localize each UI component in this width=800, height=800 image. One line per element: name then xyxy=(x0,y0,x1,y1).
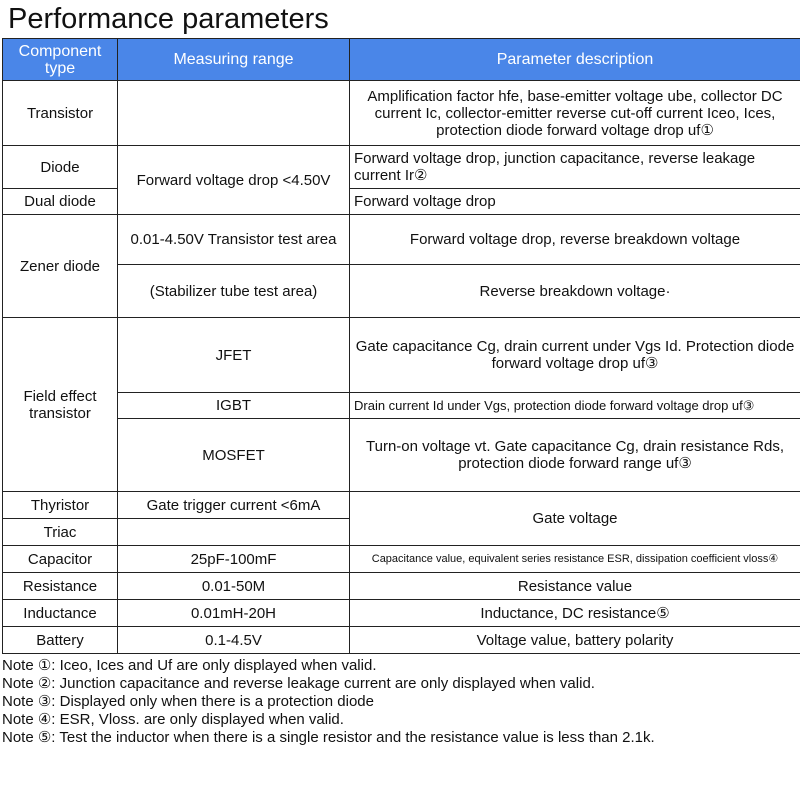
type-cell: Diode xyxy=(3,146,118,189)
desc-cell: Forward voltage drop, junction capacitance, reverse leakage current Ir② xyxy=(350,146,800,189)
range-cell: (Stabilizer tube test area) xyxy=(118,265,350,318)
notes-section xyxy=(2,657,655,747)
table-row xyxy=(3,546,800,573)
type-cell: Dual diode xyxy=(3,189,118,215)
range-cell: 0.1-4.5V xyxy=(118,627,350,654)
desc-cell: Reverse breakdown voltage· xyxy=(350,265,800,318)
desc-cell: Gate voltage xyxy=(350,492,800,546)
table-row xyxy=(3,573,800,600)
desc-cell: Capacitance value, equivalent series resistance ESR, dissipation coefficient vloss④ xyxy=(350,546,800,573)
range-cell: 0.01-50M xyxy=(118,573,350,600)
note-4: Note ④: ESR, Vloss. are only displayed when valid. xyxy=(2,711,344,728)
type-cell: Inductance xyxy=(3,600,118,627)
desc-cell: Forward voltage drop, reverse breakdown voltage xyxy=(350,215,800,265)
desc-cell: Gate capacitance Cg, drain current under Vgs Id. Protection diode forward voltage drop uf③ xyxy=(350,318,800,393)
table-row xyxy=(3,627,800,654)
table-row xyxy=(3,492,800,519)
table-row xyxy=(3,81,800,146)
range-cell: IGBT xyxy=(118,393,350,419)
header-measuring-range: Measuring range xyxy=(118,39,350,81)
desc-cell: Voltage value, battery polarity xyxy=(350,627,800,654)
header-parameter-description: Parameter description xyxy=(350,39,800,81)
table-row xyxy=(3,600,800,627)
note-3: Note ③: Displayed only when there is a protection diode xyxy=(2,693,374,710)
parameters-table xyxy=(2,38,800,654)
type-cell: Thyristor xyxy=(3,492,118,519)
table-row xyxy=(3,146,800,189)
type-cell: Capacitor xyxy=(3,546,118,573)
table-row xyxy=(3,393,800,419)
range-cell: JFET xyxy=(118,318,350,393)
range-cell: MOSFET xyxy=(118,419,350,492)
note-1: Note ①: Iceo, Ices and Uf are only displayed when valid. xyxy=(2,657,377,674)
type-cell: Triac xyxy=(3,519,118,546)
desc-cell: Turn-on voltage vt. Gate capacitance Cg, drain resistance Rds, protection diode forward range uf③ xyxy=(350,419,800,492)
range-cell: 0.01-4.50V Transistor test area xyxy=(118,215,350,265)
type-cell: Transistor xyxy=(3,81,118,146)
header-component-type: Component type xyxy=(3,39,118,81)
type-cell: Battery xyxy=(3,627,118,654)
desc-cell: Amplification factor hfe, base-emitter voltage ube, collector DC current Ic, collector-emitter reverse cut-off current Iceo, Ices, protection diode forward voltage drop uf① xyxy=(350,81,800,146)
note-5: Note ⑤: Test the inductor when there is a single resistor and the resistance value is less than 2.1k. xyxy=(2,729,655,746)
type-cell: Field effect transistor xyxy=(3,318,118,492)
table-row xyxy=(3,419,800,492)
note-2: Note ②: Junction capacitance and reverse leakage current are only displayed when valid. xyxy=(2,675,595,692)
page-title: Performance parameters xyxy=(8,3,329,35)
range-cell: 25pF-100mF xyxy=(118,546,350,573)
type-cell: Resistance xyxy=(3,573,118,600)
range-cell: 0.01mH-20H xyxy=(118,600,350,627)
desc-cell: Inductance, DC resistance⑤ xyxy=(350,600,800,627)
table-row xyxy=(3,265,800,318)
table-row xyxy=(3,215,800,265)
desc-cell: Forward voltage drop xyxy=(350,189,800,215)
range-cell: Forward voltage drop <4.50V xyxy=(118,146,350,215)
desc-cell: Resistance value xyxy=(350,573,800,600)
table-row xyxy=(3,318,800,393)
range-cell xyxy=(118,519,350,546)
table-header-row xyxy=(3,39,800,81)
type-cell: Zener diode xyxy=(3,215,118,318)
range-cell: Gate trigger current <6mA xyxy=(118,492,350,519)
range-cell xyxy=(118,81,350,146)
desc-cell: Drain current Id under Vgs, protection diode forward voltage drop uf③ xyxy=(350,393,800,419)
